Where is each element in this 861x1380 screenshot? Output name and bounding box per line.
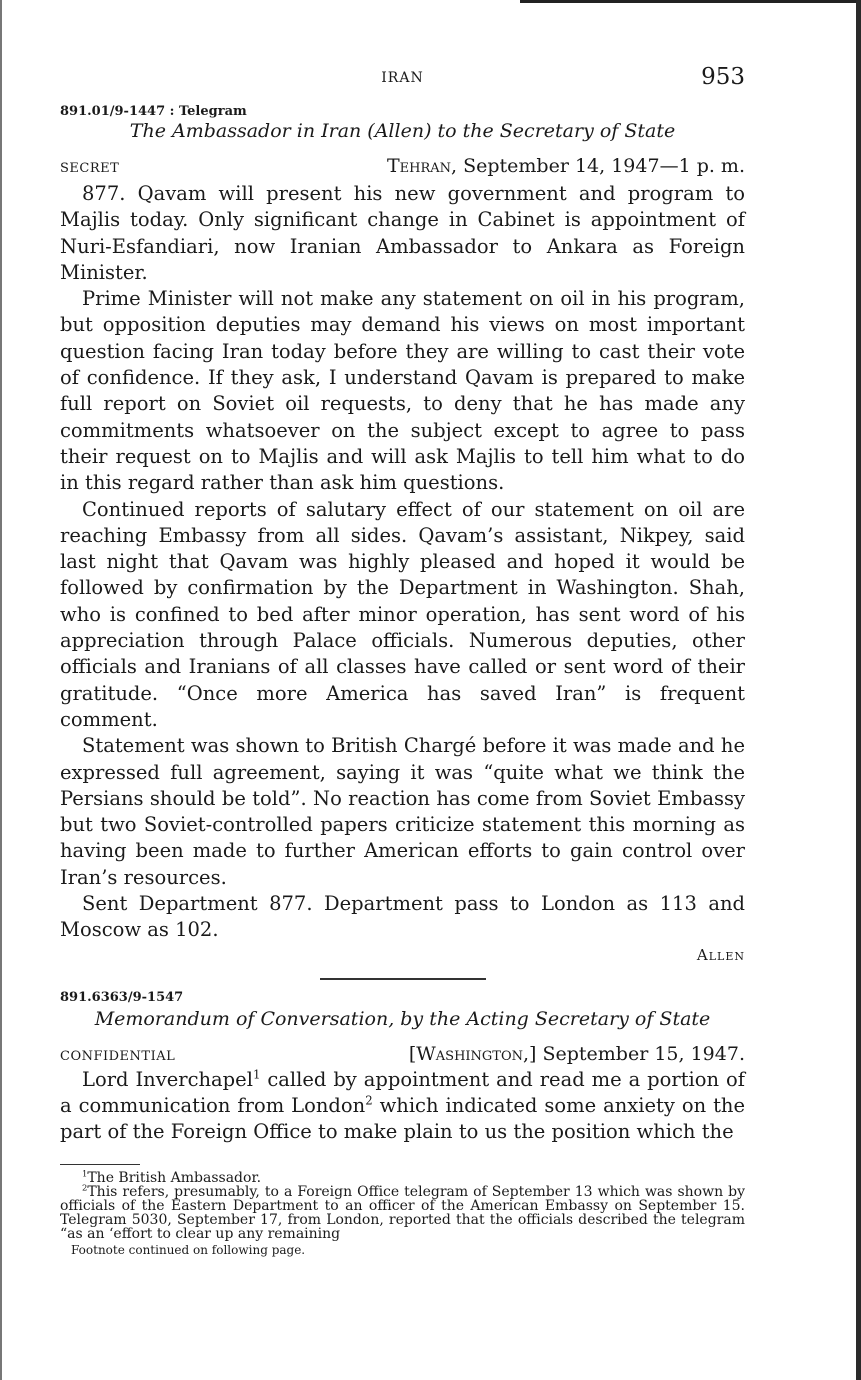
signature: Allen <box>696 945 745 964</box>
scan-edge-top <box>520 0 861 3</box>
date-2 <box>409 1043 745 1065</box>
footnote-marker: 1 <box>82 1167 88 1178</box>
footnote <box>60 1182 745 1243</box>
file-number-1: 891.01/9-1447 : Telegram <box>60 104 247 119</box>
footnote-text: The British Ambassador. <box>87 1169 262 1186</box>
paragraph: Sent Department 877. Department pass to London as 113 and Moscow as 102. <box>60 892 745 942</box>
memorandum-paragraph <box>60 1067 745 1146</box>
running-head <box>60 60 745 94</box>
memo-text-a: Lord Inverchapel <box>82 1067 253 1091</box>
date-1 <box>387 155 745 177</box>
paragraph: 877. Qavam will present his new government and program to Majlis today. Only significant change in Cabinet is appointment of Nuri-Esfandiari, now Iranian Ambassador to Ankara as Foreign Minister. <box>60 182 745 284</box>
footnote-text: This refers, presumably, to a Foreign Office telegram of September 13 which was shown by officials of the Eastern Department to an officer of the American Embassy on September 15. Telegram 5030, September 17, from London, reported that the officials described the telegram “as an ‘effort to clear up any remaining <box>60 1183 745 1243</box>
page-number: 953 <box>701 64 745 90</box>
dateline-2 <box>60 1043 745 1065</box>
footnote <box>60 1167 745 1186</box>
memo-text-b: called by appointment and read me a portion of a communication from London <box>60 1067 745 1117</box>
paragraph: Statement was shown to British Chargé before it was made and he expressed full agreement, saying it was “quite what we think the Persians should be told”. No reaction has come from Soviet Embassy but two Soviet-controlled papers criticize statement this morning as having been made to further American efforts to gain control over Iran’s resources. <box>60 734 745 889</box>
dateline-rest-2: September 15, 1947. <box>536 1042 745 1065</box>
classification-2: CONFIDENTIAL <box>60 1048 176 1064</box>
paragraph: Continued reports of salutary effect of our statement on oil are reaching Embassy from all sides. Qavam’s assistant, Nikpey, said last night that Qavam was highly pleased and hoped it would be followed by confirmation by the Department in Washington. Shah, who is confined to bed after minor operation, has sent word of his appreciation through Palace officials. Numerous deputies, other officials and Iranians of all classes have called or sent word of their gratitude. “Once more America has saved Iran” is frequent comment. <box>60 497 745 731</box>
footnote-continued: Footnote continued on following page. <box>71 1242 306 1257</box>
section-divider <box>320 978 486 980</box>
dateline-place-1: Tehran <box>386 155 452 177</box>
scan-edge-right <box>856 0 861 1380</box>
footnote-ref: 2 <box>365 1093 373 1108</box>
footnote-ref: 1 <box>252 1067 261 1082</box>
footnote-marker: 2 <box>82 1182 88 1193</box>
paragraph: Prime Minister will not make any statement on oil in his program, but opposition deputies may demand his views on most important question facing Iran today before they are willing to cast their vote of confidence. If they ask, I understand Qavam is prepared to make full report on Soviet oil requests, to deny that he has made any commitments whatsoever on the subject except to agree to pass their request on to Majlis and will ask Majlis to tell him what to do in this regard rather than ask him questions. <box>60 287 745 495</box>
dateline-rest-1: , September 14, 1947—1 p. m. <box>451 155 745 177</box>
memo-text-c: which indicated some anxiety on the part of the Foreign Office to make plain to us the position which the <box>60 1093 746 1144</box>
document-heading-2: Memorandum of Conversation, by the Acting Secretary of State <box>94 1007 711 1030</box>
running-head-title: IRAN <box>381 70 424 86</box>
footnote-rule <box>60 1164 140 1165</box>
dateline-place-2: [Washington,] <box>408 1042 537 1065</box>
dateline-1 <box>60 155 745 177</box>
file-number-2: 891.6363/9-1547 <box>60 989 184 1005</box>
document-heading-1: The Ambassador in Iran (Allen) to the Secretary of State <box>129 120 676 142</box>
scan-edge-left <box>0 0 2 1380</box>
document-page <box>60 60 745 1257</box>
classification-1: SECRET <box>60 161 120 176</box>
telegram-body <box>60 181 745 944</box>
